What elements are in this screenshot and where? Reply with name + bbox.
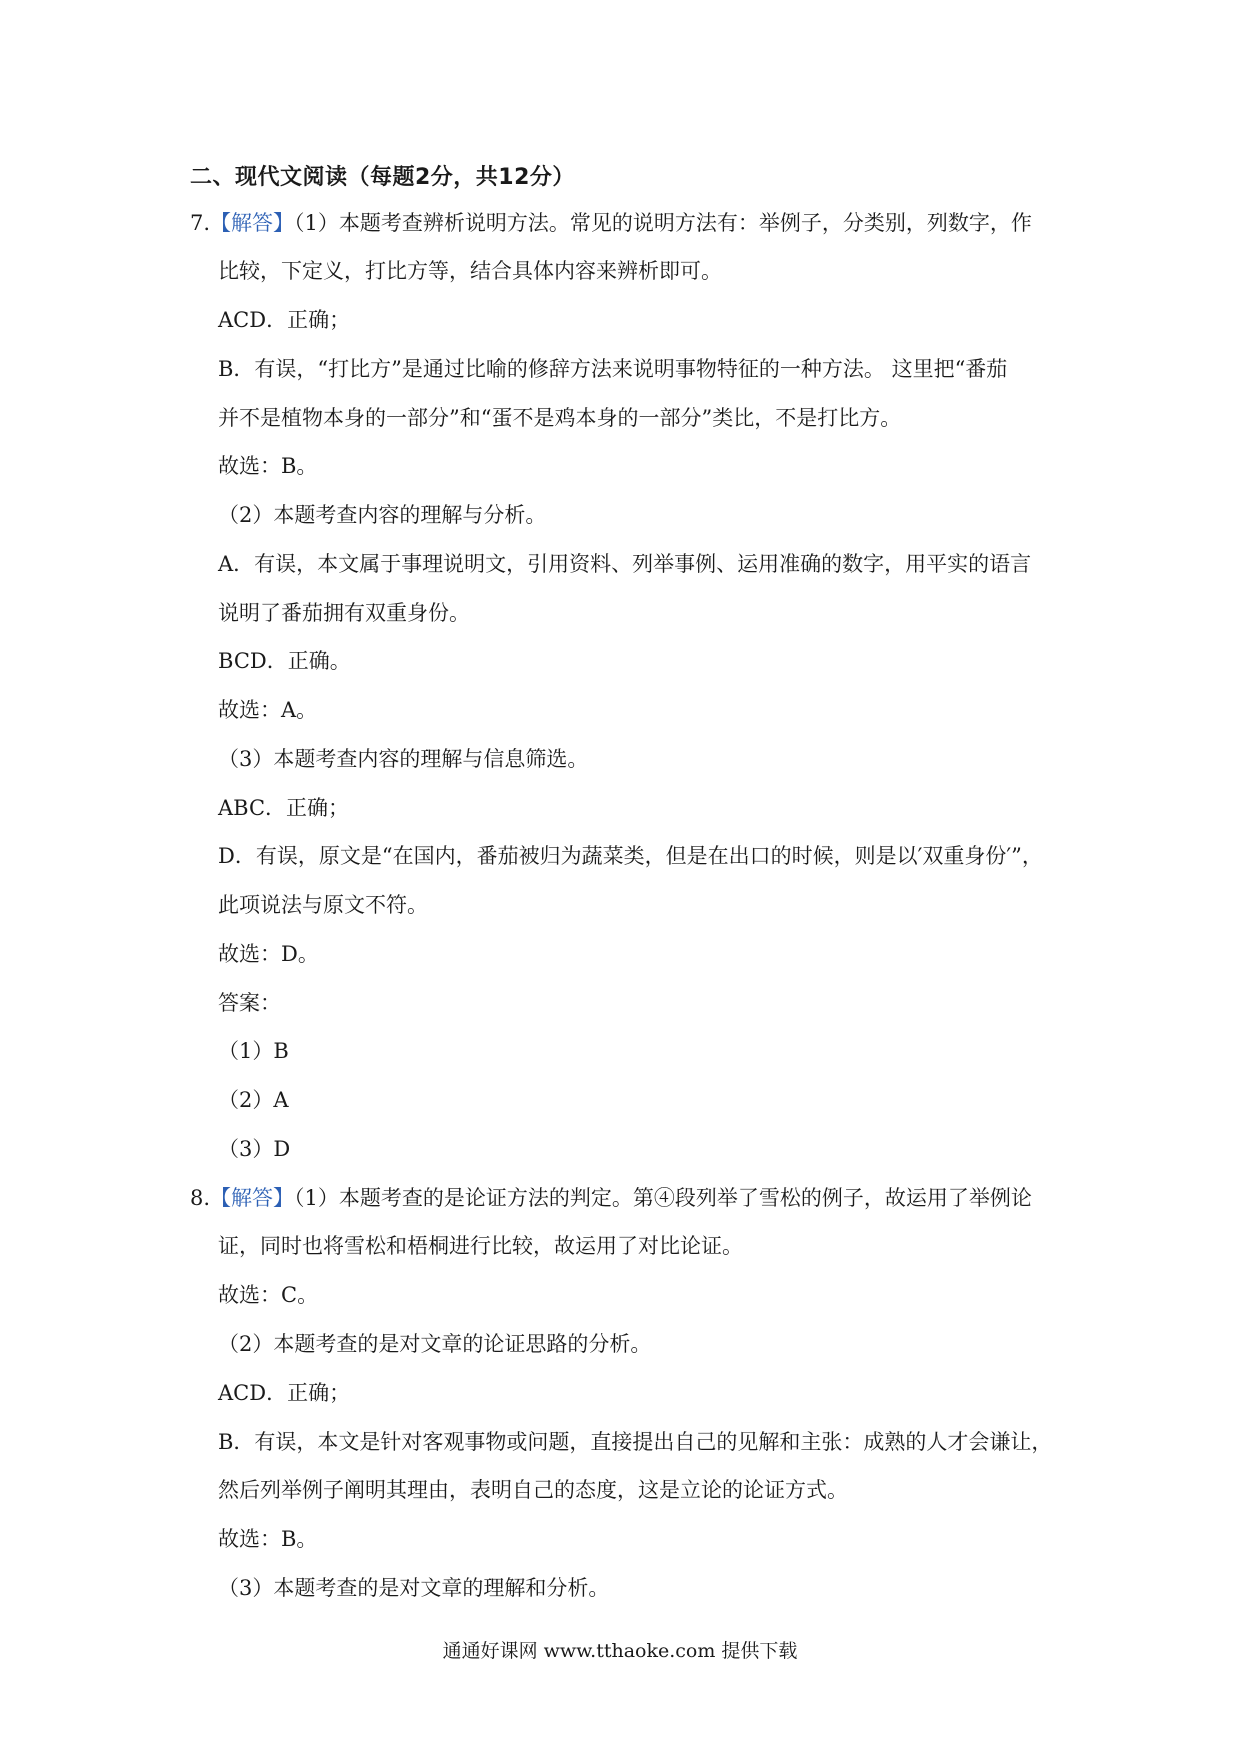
q7-line: 答案： — [218, 991, 281, 1015]
q8-line: B．有误，本文是针对客观事物或问题，直接提出自己的见解和主张：成熟的人才会谦让， — [218, 1430, 1053, 1454]
q8-line: （3）本题考查的是对文章的理解和分析。 — [218, 1576, 610, 1600]
q7-answer-tag: 【解答】 — [210, 211, 295, 235]
q8-answer-tag: 【解答】 — [210, 1186, 295, 1210]
q8-line: 故选：B。 — [218, 1527, 318, 1551]
q8-first-line — [190, 1183, 1032, 1213]
q8-line: 证，同时也将雪松和梧桐进行比较，故运用了对比论证。 — [218, 1234, 743, 1258]
q7-line: A．有误，本文属于事理说明文，引用资料、列举事例、运用准确的数字，用平实的语言 — [218, 552, 1032, 576]
q8-line: （2）本题考查的是对文章的论证思路的分析。 — [218, 1332, 652, 1356]
q8-line: ACD．正确； — [218, 1381, 351, 1405]
q7-line: D．有误，原文是“在国内，番茄被归为蔬菜类，但是在出口的时候，则是以′双重身份′”， — [218, 844, 1043, 868]
q8-line: 故选：C。 — [218, 1283, 319, 1307]
q8-line: 然后列举例子阐明其理由，表明自己的态度，这是立论的论证方式。 — [218, 1478, 848, 1502]
q7-line: 故选：D。 — [218, 942, 319, 966]
q7-line: ABC．正确； — [218, 796, 350, 820]
q7-number: 7. — [190, 211, 211, 235]
q7-line: 比较，下定义，打比方等，结合具体内容来辨析即可。 — [218, 259, 722, 283]
q7-line: （3）本题考查内容的理解与信息筛选。 — [218, 747, 589, 771]
q7-line: 并不是植物本身的一部分”和“蛋不是鸡本身的一部分”类比，不是打比方。 — [218, 406, 902, 430]
q7-line: 此项说法与原文不符。 — [218, 893, 428, 917]
q7-line: 故选：A。 — [218, 698, 318, 722]
q7-line: （2）A — [218, 1088, 289, 1112]
q7-line: ACD．正确； — [218, 308, 351, 332]
q7-first-line — [190, 208, 1032, 238]
q7-line: 故选：B。 — [218, 454, 318, 478]
q7-intro: （1）本题考查辨析说明方法。常见的说明方法有：举例子，分类别，列数字，作 — [294, 211, 1032, 235]
section-title: 二、现代文阅读（每题2分，共12分） — [190, 165, 575, 190]
q8-number: 8. — [190, 1186, 211, 1210]
q8-intro: （1）本题考查的是论证方法的判定。第④段列举了雪松的例子，故运用了举例论 — [294, 1186, 1032, 1210]
q7-line: B．有误，“打比方”是通过比喻的修辞方法来说明事物特征的一种方法。 这里把“番茄 — [218, 357, 1008, 381]
q7-line: （2）本题考查内容的理解与分析。 — [218, 503, 547, 527]
q7-line: 说明了番茄拥有双重身份。 — [218, 601, 470, 625]
q7-line: （1）B — [218, 1039, 289, 1063]
q7-line: （3）D — [218, 1137, 291, 1161]
page-footer: 通通好课网 www.tthaoke.com 提供下载 — [442, 1640, 798, 1662]
q7-line: BCD．正确。 — [218, 649, 351, 673]
